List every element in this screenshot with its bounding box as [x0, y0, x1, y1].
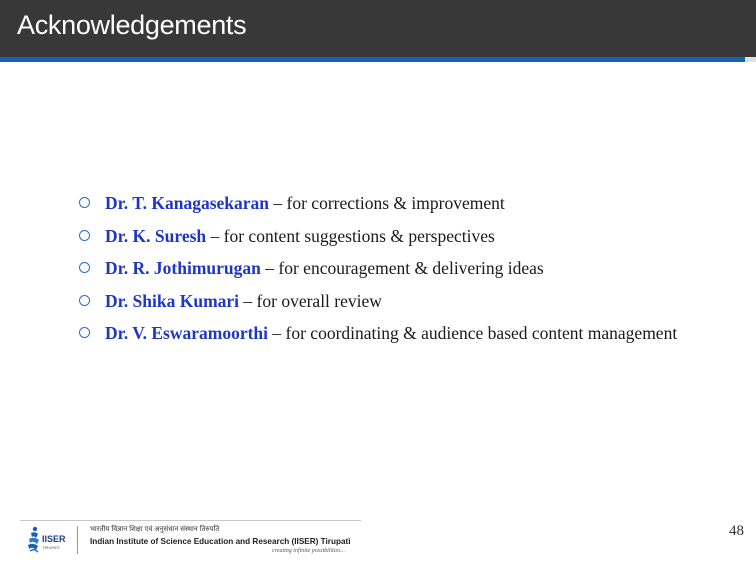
page-number: 48 [729, 523, 744, 539]
list-item [78, 223, 678, 249]
acknowledgement-text: – for overall review [239, 290, 382, 311]
slide-title: Acknowledgements [17, 10, 247, 40]
institute-name-english: Indian Institute of Science Education and Research (IISER) Tirupati [90, 537, 351, 546]
footer-divider [77, 526, 78, 554]
acknowledgement-text: – for coordinating & audience based content management [268, 323, 678, 343]
list-item [78, 255, 678, 281]
header-accent-rule [0, 57, 745, 62]
acknowledged-name: Dr. Shika Kumari [105, 290, 240, 311]
iiser-logo [26, 524, 70, 556]
svg-text:TIRUPATI: TIRUPATI [42, 545, 60, 550]
header-rule-end [745, 57, 756, 62]
circle-bullet-icon [79, 327, 90, 338]
circle-bullet-icon [79, 197, 90, 208]
acknowledgement-list [78, 190, 678, 353]
acknowledgement-text: – for content suggestions & perspectives [206, 225, 495, 246]
list-item [78, 288, 678, 314]
svg-text:IISER: IISER [42, 534, 66, 544]
list-item [78, 190, 678, 216]
institute-name-hindi: भारतीय विज्ञान शिक्षा एवं अनुसंधान संस्थान तिरुपति [90, 526, 220, 533]
acknowledged-name: Dr. R. Jothimurugan [105, 258, 261, 278]
acknowledged-name: Dr. T. Kanagasekaran [105, 193, 270, 213]
circle-bullet-icon [79, 230, 90, 241]
acknowledgement-text: – for encouragement & delivering ideas [260, 258, 544, 278]
circle-bullet-icon [79, 262, 90, 273]
footer-rule [20, 520, 361, 521]
circle-bullet-icon [79, 295, 90, 306]
institute-tagline: creating infinite possibilities... [272, 548, 345, 554]
slide-header [0, 0, 756, 57]
acknowledged-name: Dr. K. Suresh [105, 225, 207, 246]
acknowledgement-text: – for corrections & improvement [269, 193, 505, 213]
list-item [78, 320, 678, 346]
acknowledged-name: Dr. V. Eswaramoorthi [105, 323, 269, 343]
iiser-logo-icon [26, 524, 70, 556]
